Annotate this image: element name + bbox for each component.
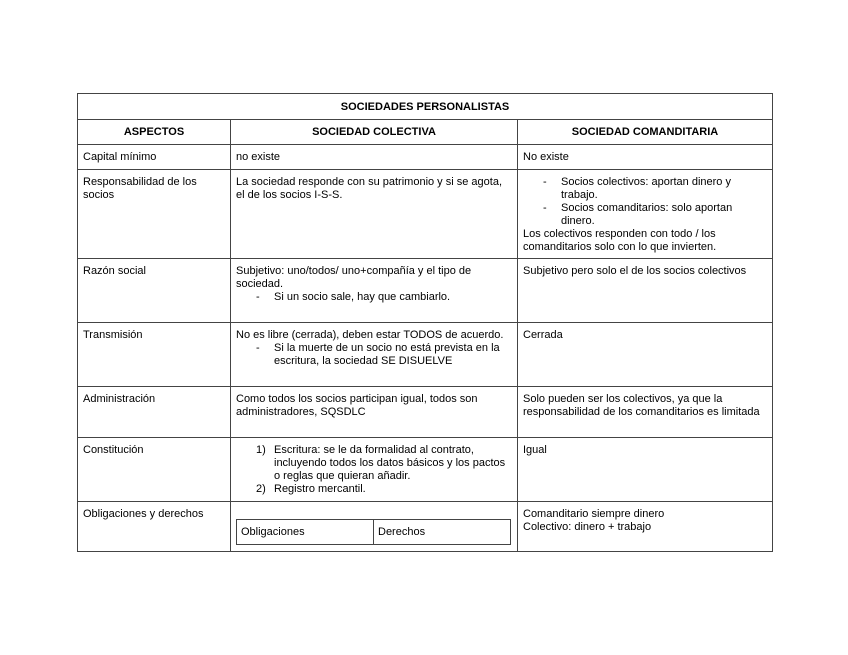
list-number: 1) <box>256 444 266 456</box>
cell-responsabilidad-colectiva: La sociedad responde con su patrimonio y si se agota, el de los socios I-S-S. <box>231 170 518 259</box>
dash-list <box>236 342 512 368</box>
inner-table <box>236 519 511 545</box>
row-label-razon: Razón social <box>78 259 231 323</box>
inner-header-obligaciones: Obligaciones <box>237 520 374 545</box>
list-item <box>256 444 512 483</box>
list-item: - Socios colectivos: aportan dinero y trabajo. <box>543 176 767 202</box>
row-label-capital: Capital mínimo <box>78 145 231 170</box>
table-row <box>78 259 773 323</box>
table-row <box>78 387 773 438</box>
cell-text: No es libre (cerrada), deben estar TODOS de acuerdo. <box>236 329 504 341</box>
cell-line: Colectivo: dinero + trabajo <box>523 521 652 533</box>
table-row <box>78 502 773 552</box>
list-item: - Si un socio sale, hay que cambiarlo. <box>256 291 512 304</box>
sociedades-table <box>77 93 773 552</box>
header-comanditaria: SOCIEDAD COMANDITARIA <box>518 120 773 145</box>
table-title: SOCIEDADES PERSONALISTAS <box>78 94 773 120</box>
cell-text: Subjetivo: uno/todos/ uno+compañía y el tipo de sociedad. <box>236 265 472 290</box>
cell-transmision-colectiva <box>231 323 518 387</box>
list-item <box>256 483 512 496</box>
cell-obligaciones-colectiva <box>231 502 518 552</box>
table-row <box>78 323 773 387</box>
cell-capital-colectiva: no existe <box>231 145 518 170</box>
cell-administracion-comanditaria: Solo pueden ser los colectivos, ya que la responsabilidad de los comanditarios es limitada <box>518 387 773 438</box>
list-text: Registro mercantil. <box>274 483 366 495</box>
cell-line: Comanditario siempre dinero <box>523 508 665 520</box>
row-label-administracion: Administración <box>78 387 231 438</box>
table-row <box>78 170 773 259</box>
inner-header-derechos: Derechos <box>374 520 511 545</box>
header-aspectos: ASPECTOS <box>78 120 231 145</box>
cell-administracion-colectiva: Como todos los socios participan igual, todos son administradores, SQSDLC <box>231 387 518 438</box>
row-label-obligaciones: Obligaciones y derechos <box>78 502 231 552</box>
dash-list <box>236 291 512 304</box>
dash-list <box>523 176 767 228</box>
cell-obligaciones-comanditaria <box>518 502 773 552</box>
cell-responsabilidad-comanditaria <box>518 170 773 259</box>
header-colectiva: SOCIEDAD COLECTIVA <box>231 120 518 145</box>
cell-transmision-comanditaria: Cerrada <box>518 323 773 387</box>
row-label-constitucion: Constitución <box>78 438 231 502</box>
list-item: - Si la muerte de un socio no está prevista en la escritura, la sociedad SE DISUELVE <box>256 342 512 368</box>
cell-constitucion-comanditaria: Igual <box>518 438 773 502</box>
cell-razon-colectiva <box>231 259 518 323</box>
list-item: - Socios comanditarios: solo aportan dinero. <box>543 202 767 228</box>
cell-capital-comanditaria: No existe <box>518 145 773 170</box>
document-page <box>77 93 772 552</box>
numbered-list <box>236 444 512 496</box>
row-label-responsabilidad: Responsabilidad de los socios <box>78 170 231 259</box>
cell-note: Los colectivos responden con todo / los comanditarios solo con lo que invierten. <box>523 228 717 253</box>
table-row <box>78 145 773 170</box>
list-text: Escritura: se le da formalidad al contrato, incluyendo todos los datos básicos y los pactos o reglas que quieran añadir. <box>274 444 506 482</box>
row-label-transmision: Transmisión <box>78 323 231 387</box>
cell-razon-comanditaria: Subjetivo pero solo el de los socios colectivos <box>518 259 773 323</box>
table-row <box>78 438 773 502</box>
cell-constitucion-colectiva <box>231 438 518 502</box>
list-number: 2) <box>256 483 266 495</box>
